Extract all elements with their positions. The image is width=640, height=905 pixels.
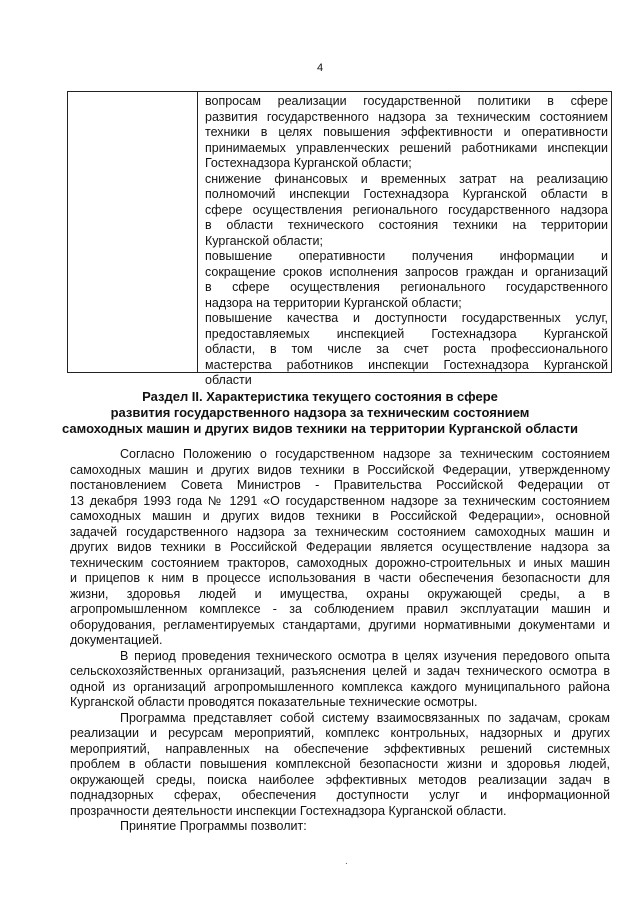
body-line: самоходных машин и других видов техники в Российской Федерации, утвержденному: [70, 462, 610, 477]
body-line: поднадзорных сферах, обеспечения доступности услуг и информационной: [70, 788, 610, 802]
section-heading: [40, 389, 600, 437]
body-line: сельскохозяйственных организаций, разъяснения целей и задач технического осмотра в: [70, 664, 610, 678]
table-line: в сфере осуществления регионального государственного: [205, 280, 608, 294]
body-line: одной из организаций агропромышленного комплекса каждого муниципального района: [70, 679, 610, 694]
table-line: в области технического состояния техники на территории: [205, 218, 608, 232]
body-line: задачей государственного надзора за техническим состоянием самоходных машин и: [70, 524, 610, 539]
heading-line: развития государственного надзора за техническим состоянием: [110, 405, 530, 420]
table-line: повышение оперативности получения информации и: [205, 249, 608, 263]
heading-line: Раздел II. Характеристика текущего состояния в сфере: [142, 389, 498, 404]
body-line: техническим состоянием тракторов, самоходных дорожно-строительных и иных машин: [70, 555, 610, 570]
body-line: и прицепов к ним в процессе использования в части обеспечения безопасности для: [70, 571, 610, 585]
body-line: окружающей среды, поиска наиболее эффективных методов реализации задач в: [70, 772, 610, 787]
table-line: полномочий инспекции Гостехнадзора Курганской области в: [205, 187, 608, 201]
body-line: прозрачности деятельности инспекции Гостехнадзора Курганской области.: [70, 803, 507, 818]
body-line: постановлением Совета Министров - Правительства Российской Федерации от: [70, 478, 610, 492]
table-line: Гостехнадзора Курганской области;: [205, 156, 412, 170]
table-line: Курганской области;: [205, 233, 323, 248]
table-line: мастерства работников инспекции Гостехнадзора Курганской: [205, 357, 608, 372]
body-line: Согласно Положению о государственном надзоре за техническим состоянием: [120, 447, 610, 461]
table-line: сокращение сроков исполнения запросов граждан и организаций: [205, 264, 608, 279]
body-line: проблем в области повышения комплексной безопасности жизни и здоровья людей,: [70, 757, 610, 771]
body-line: документацией.: [70, 633, 163, 647]
table-line: снижение финансовых и временных затрат на реализацию: [205, 171, 608, 186]
body-line: реализации и ресурсам мероприятий, комплекс контрольных, надзорных и других: [70, 726, 610, 740]
table-line: надзора на территории Курганской области;: [205, 295, 462, 310]
body-line: Курганской области проводятся показательные технические осмотры.: [70, 695, 478, 709]
table-line: повышение качества и доступности государственных услуг,: [205, 311, 608, 325]
table-line: предоставляемых инспекцией Гостехнадзора Курганской: [205, 326, 608, 341]
table-line: развития государственного надзора за техническим состоянием: [205, 109, 608, 124]
body-line: самоходных машин и других видов техники в Российской Федерации», основной: [70, 509, 610, 523]
body-line: Принятие Программы позволит:: [120, 819, 307, 833]
scan-speck: .: [345, 856, 348, 867]
body-line: мероприятий, направленных на обеспечение эффективных решений системных: [70, 741, 610, 756]
table-cell-text: [205, 94, 608, 389]
program-table: [67, 91, 612, 387]
body-line: жизни, здоровья людей и имущества, охраны окружающей среды, а в: [70, 586, 610, 601]
table-line: области: [205, 373, 252, 387]
table-line: принимаемых управленческих решений работниками инспекции: [205, 140, 608, 155]
heading-line: самоходных машин и других видов техники на территории Курганской области: [62, 421, 578, 436]
table-line: сфере осуществления регионального государственного надзора: [205, 202, 608, 217]
body-line: 13 декабря 1993 года № 1291 «О государственном надзоре за техническим состоянием: [70, 493, 610, 508]
body-line: Программа представляет собой систему взаимосвязанных по задачам, срокам: [120, 710, 610, 725]
table-line: вопросам реализации государственной политики в сфере: [205, 94, 608, 108]
body-line: агропромышленном комплексе - за соблюдением правил эксплуатации машин и: [70, 602, 610, 616]
body-line: оборудования, регламентируемых стандартами, другими нормативными документами и: [70, 617, 610, 632]
table-line: области, в том числе за счет роста профессионального: [205, 342, 608, 356]
body-text: [70, 447, 610, 835]
table-line: техники в целях повышения эффективности и оперативности: [205, 125, 608, 139]
table-column-divider: [197, 92, 198, 372]
page-number: 4: [316, 62, 324, 74]
body-line: других видов техники в Российской Федерации является осуществление надзора за: [70, 540, 610, 554]
body-line: В период проведения технического осмотра в целях изучения передового опыта: [120, 648, 610, 663]
